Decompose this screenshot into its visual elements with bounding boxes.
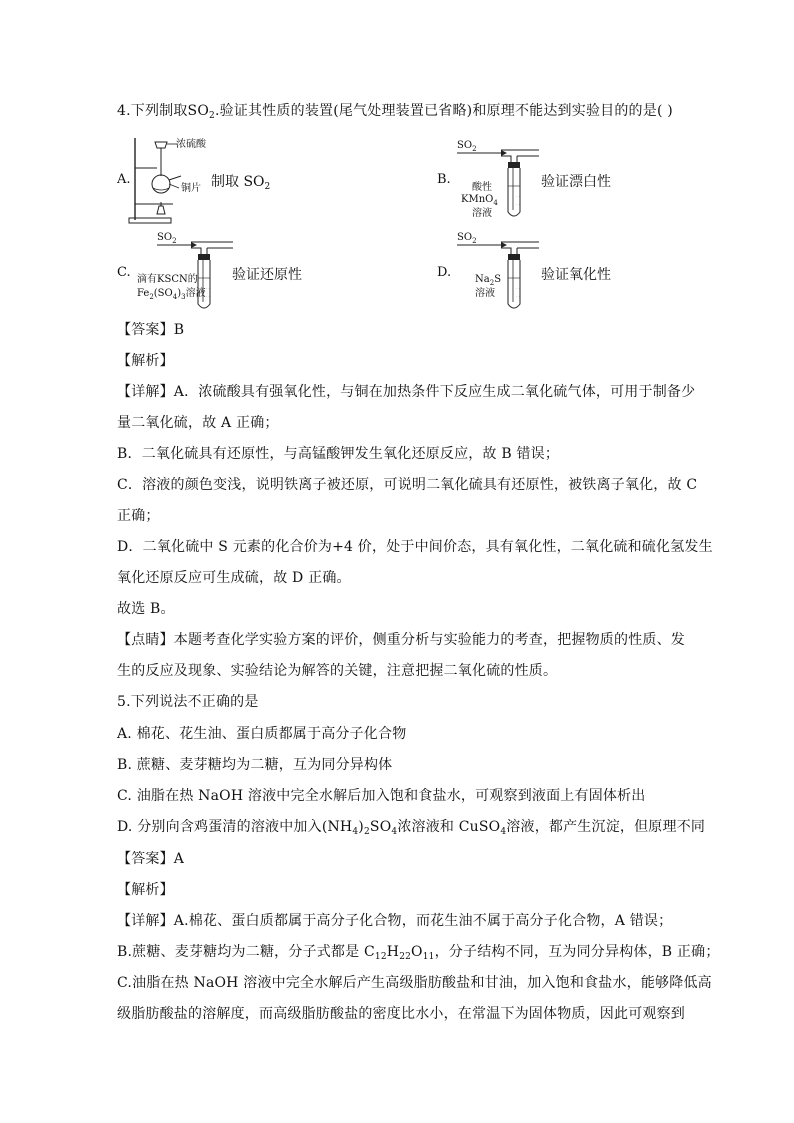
apparatus-d-liquid-line2: 溶液 <box>475 288 495 299</box>
q4-conclusion: 故选 B。 <box>117 601 175 617</box>
q5-detail-line: 【详解】A.棉花、蛋白质都属于高分子化合物，而花生油不属于高分子化合物，A 错误； <box>117 913 673 929</box>
q4-detail-line: 氧化还原反应可生成硫，故 D 正确。 <box>117 570 351 586</box>
svg-text:· ·: · · <box>206 294 210 299</box>
option-d-caption: 验证氧化性 <box>541 267 611 283</box>
apparatus-c-figure <box>135 230 235 316</box>
q5-detail-line: 级脂肪酸盐的溶解度，而高级脂肪酸盐的密度比水小，在常温下为固体物质，因此可观察到 <box>117 1006 685 1022</box>
apparatus-c-liquid-line2: $Fe_2(SO_4)_3$溶液 <box>137 288 206 301</box>
apparatus-d-gas-text: $SO_2$ <box>457 232 477 245</box>
option-a-label: A. <box>117 172 131 187</box>
q4-stem: 4.下列制取$SO_2$.验证其性质的装置(尾气处理装置已省略)和原理不能达到实验目的的是( ) <box>117 103 673 121</box>
q4-analysis-heading: 【解析】 <box>117 353 174 369</box>
q4-detail-line: C．溶液的颜色变浅，说明铁离子被还原，可说明二氧化硫具有还原性，被铁离子氧化，故 C <box>117 477 698 493</box>
q4-detail-line: 量二氧化硫，故 A 正确； <box>117 415 279 431</box>
q5-analysis-heading: 【解析】 <box>117 882 174 898</box>
apparatus-b-liquid-line3: 溶液 <box>472 208 492 219</box>
apparatus-b-figure <box>455 138 551 224</box>
option-c-caption: 验证还原性 <box>232 267 302 283</box>
q5-option-a: A. 棉花、花生油、蛋白质都属于高分子化合物 <box>117 726 407 742</box>
apparatus-c-gas-text: $SO_2$ <box>157 232 177 245</box>
svg-text:· ·: · · <box>516 202 520 207</box>
apparatus-d-liquid-line1: $Na_2S$ <box>475 274 502 287</box>
q4-detail-line: 【详解】A．浓硫酸具有强氧化性，与铜在加热条件下反应生成二氧化硫气体，可用于制备少 <box>117 384 696 400</box>
apparatus-a-figure <box>127 134 212 226</box>
apparatus-d-figure <box>455 230 551 316</box>
option-b-caption: 验证漂白性 <box>541 174 611 190</box>
q5-answer: 【答案】A <box>117 851 185 867</box>
q5-option-d: D. 分别向含鸡蛋清的溶液中加入$(NH_4)_2SO_4$浓溶液和 CuSO$_4$溶液，都产生沉淀，但原理不同 <box>117 819 706 837</box>
q4-detail-line: D．二氧化硫中 S 元素的化合价为+4 价，处于中间价态，具有氧化性，二氧化硫和硫化氢发生 <box>117 539 713 555</box>
q5-detail-line: C.油脂在热 NaOH 溶液中完全水解后产生高级脂肪酸盐和甘油，加入饱和食盐水，能够降低高 <box>117 975 712 991</box>
q4-comment-line: 【点睛】本题考查化学实验方案的评价，侧重分析与实验能力的考查，把握物质的性质、发 <box>117 632 685 648</box>
q4-comment-line: 生的反应及现象、实验结论为解答的关键，注意把握二氧化硫的性质。 <box>117 663 558 679</box>
q5-option-b: B. 蔗糖、麦芽糖均为二糖，互为同分异构体 <box>117 757 393 773</box>
option-a-caption: 制取 $SO_2$ <box>211 174 271 192</box>
apparatus-b-liquid-line1: 酸性 <box>472 182 492 193</box>
option-c-label: C. <box>117 265 131 280</box>
q4-detail-line: 正确； <box>117 508 160 524</box>
option-b-label: B. <box>437 172 451 187</box>
apparatus-a-acid-text: 浓硫酸 <box>176 139 206 150</box>
apparatus-b-liquid-line2: KMnO$_4$ <box>461 194 498 207</box>
svg-text:· ·: · · <box>516 286 520 291</box>
apparatus-b-gas-text: $SO_2$ <box>457 140 477 153</box>
q5-option-c: C. 油脂在热 NaOH 溶液中完全水解后加入饱和食盐水，可观察到液面上有固体析出 <box>117 788 646 804</box>
q4-detail-line: B．二氧化硫具有还原性，与高锰酸钾发生氧化还原反应，故 B 错误； <box>117 446 560 462</box>
q5-stem: 5.下列说法不正确的是 <box>117 694 259 710</box>
svg-text:· ·: · · <box>206 286 210 291</box>
q4-answer: 【答案】B <box>117 322 185 338</box>
apparatus-a-copper-text: 铜片 <box>181 183 201 194</box>
svg-text:· ·: · · <box>516 194 520 199</box>
q5-detail-line: B.蔗糖、麦芽糖均为二糖，分子式都是 $C_{12}H_{22}O_{11}$，分子结构不同，互为同分异构体，B 正确； <box>117 944 720 962</box>
svg-text:· ·: · · <box>516 294 520 299</box>
option-d-label: D. <box>437 265 452 280</box>
apparatus-c-liquid-line1: 滴有KSCN的 <box>137 274 198 285</box>
